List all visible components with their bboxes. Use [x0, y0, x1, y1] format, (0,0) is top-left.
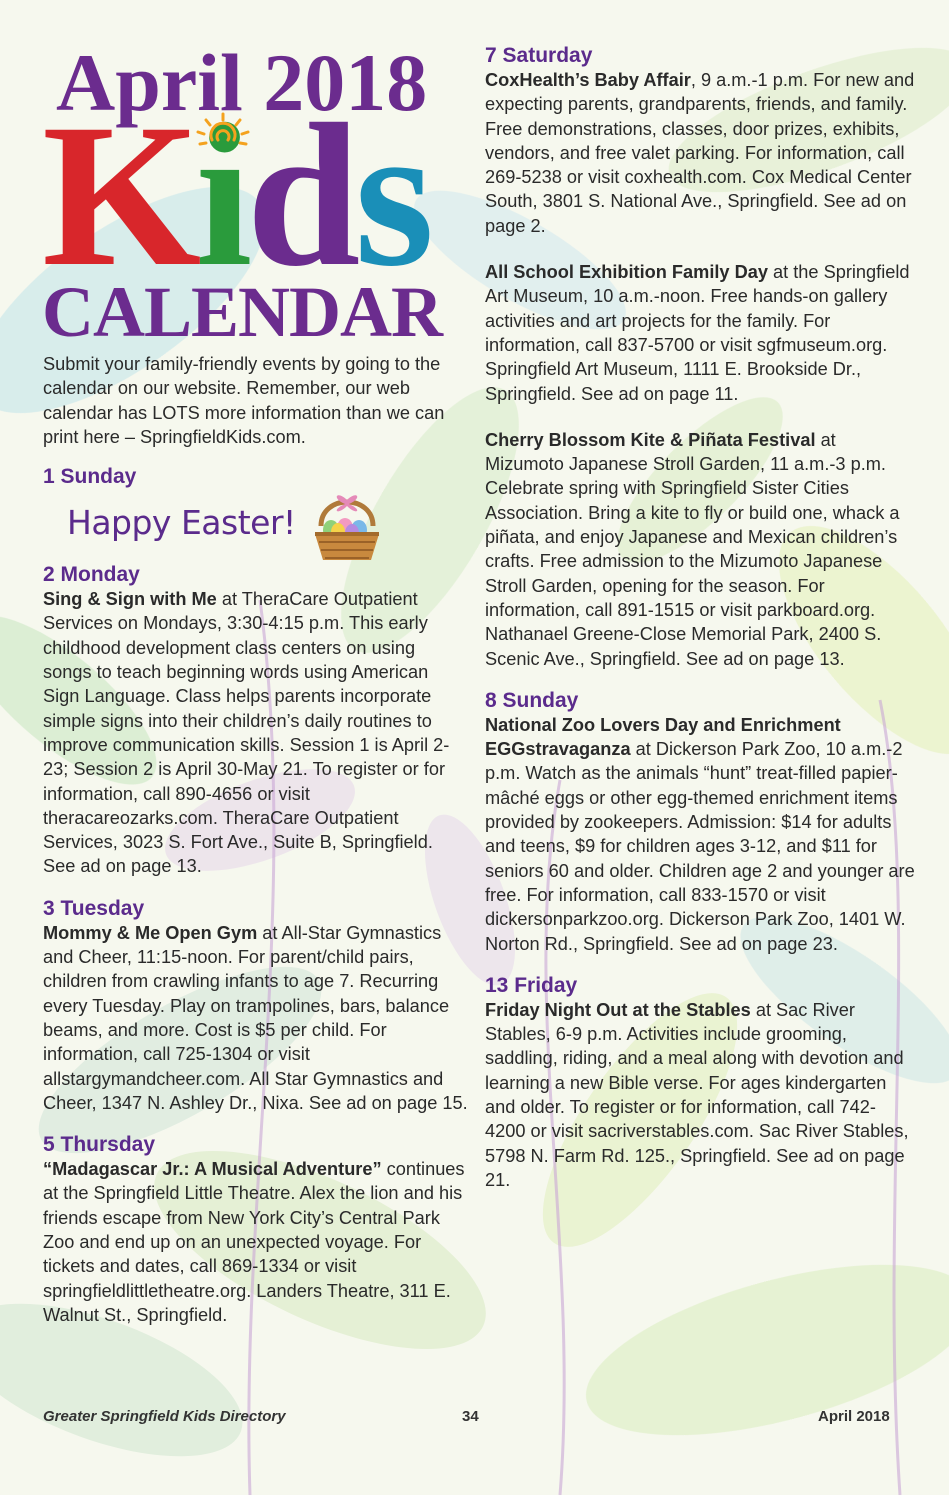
day-heading: 2 Monday	[43, 563, 140, 587]
right-column	[485, 44, 915, 1192]
event-title: National Zoo Lovers Day and Enrichment EGGstravaganza	[485, 714, 841, 760]
event-details: at TheraCare Outpatient Services on Mondays, 3:30-4:15 p.m. This early childhood development class centers on using songs to teach beginning words using American Sign Language. Class helps parents incorporate simple signs into their children’s daily routines to improve communication skills. Session 1 is April 2-23; Session 2 is April 30-May 21. To register or for information, call 890-4656 or visit theracareozarks.com. TheraCare Outpatient Services, 3023 S. Fort Ave., Suite B, Springfield. See ad on page 13.	[43, 589, 450, 877]
event-title: Mommy & Me Open Gym	[43, 922, 258, 943]
footer-issue: April 2018	[818, 1408, 890, 1425]
masthead-calendar: CALENDAR	[42, 272, 443, 352]
event-title: All School Exhibition Family Day	[485, 262, 768, 283]
easter-greeting-text: Happy Easter!	[67, 503, 296, 543]
sun-icon	[194, 110, 252, 158]
masthead	[30, 28, 460, 352]
event-title: Cherry Blossom Kite & Piñata Festival	[485, 429, 816, 450]
event-details: continues at the Springfield Little Theatre. Alex the lion and his friends escape from New York City’s Central Park Zoo and end up on an unexpected voyage. For tickets and dates, call 869-1334 or visit springfieldlittletheatre.org. Landers Theatre, 311 E. Walnut St., Springfield.	[43, 1159, 465, 1325]
event-entry	[485, 428, 915, 671]
event-details: at All-Star Gymnastics and Cheer, 11:15-noon. For parent/child pairs, children from crawling infants to age 7. Recurring every Tuesday. Play on trampolines, bars, balance beams, and more. Cost is $5 per child. For information, call 725-1304 or visit allstargymandcheer.com. All Star Gymnastics and Cheer, 1347 N. Ashley Dr., Nixa. See ad on page 15.	[43, 922, 468, 1113]
kids-letter-k: K	[42, 82, 196, 309]
event-details: at Dickerson Park Zoo, 10 a.m.-2 p.m. Watch as the animals “hunt” treat-filled papier-mâché eggs or other egg-themed enrichment items provided by zookeepers. Admission: $14 for adults and teens, $9 for children ages 3-12, and $11 for seniors 60 and older. Children age 2 and younger are free. For information, call 833-1570 or visit dickersonparkzoo.org. Dickerson Park Zoo, 1401 W. Norton Rd., Springfield. See ad on page 23.	[485, 739, 915, 954]
day-heading: 8 Sunday	[485, 688, 579, 712]
day-heading: 1 Sunday	[43, 465, 137, 489]
footer-publication	[43, 1408, 286, 1425]
easter-greeting	[43, 489, 468, 563]
footer-page-number: 34	[462, 1408, 479, 1425]
event-entry	[43, 1157, 468, 1327]
event-entry	[485, 260, 915, 406]
event-entry	[43, 587, 468, 879]
event-title: Friday Night Out at the Stables	[485, 999, 751, 1020]
event-title: CoxHealth’s Baby Affair	[485, 70, 691, 90]
intro-text: Submit your family-friendly events by going to the calendar on our website. Remember, our web calendar has LOTS more information than we can print here – SpringfieldKids.com.	[43, 354, 445, 447]
event-details: at Mizumoto Japanese Stroll Garden, 11 a.m.-3 p.m. Celebrate spring with Springfield Sister Cities Association. Bring a kite to fly or build one, whack a piñata, and enjoy Japanese and Mexican children’s crafts. Free admission to the Mizumoto Japanese Stroll Garden, opening for the season. For information, call 891-1515 or visit parkboard.org. Nathanael Greene-Close Memorial Park, 2400 S. Scenic Ave., Springfield. See ad on page 13.	[485, 429, 900, 669]
kids-letter-i: i	[195, 82, 247, 309]
event-entry	[485, 998, 915, 1192]
event-entry	[485, 713, 915, 956]
day-heading: 7 Saturday	[485, 44, 593, 67]
event-entry	[43, 921, 468, 1115]
event-details: at the Springfield Art Museum, 10 a.m.-noon. Free hands-on gallery activities and art projects for the family. For information, call 837-5700 or visit sgfmuseum.org. Springfield Art Museum, 1111 E. Brookside Dr., Springfield. See ad on page 11.	[485, 262, 910, 404]
easter-basket-icon	[307, 484, 387, 564]
event-entry	[485, 68, 915, 238]
event-details: at Sac River Stables, 6-9 p.m. Activities include grooming, saddling, riding, and a meal along with devotion and learning a new Bible verse. For ages kindergarten and older. To register or for information, call 742-4200 or visit sacriverstables.com. Sac River Stables, 5798 N. Farm Rd. 125., Springfield. See ad on page 21.	[485, 999, 909, 1190]
day-heading: 5 Thursday	[43, 1133, 156, 1157]
footer-publication-text: Greater Springfield Kids Directory	[43, 1408, 286, 1425]
left-column	[43, 352, 468, 1327]
day-heading: 3 Tuesday	[43, 896, 145, 920]
masthead-date: April 2018	[56, 37, 428, 128]
event-title: Sing & Sign with Me	[43, 589, 217, 610]
event-title: “Madagascar Jr.: A Musical Adventure”	[43, 1159, 382, 1180]
kids-letter-s: s	[354, 82, 429, 309]
event-details: , 9 a.m.-1 p.m. For new and expecting parents, grandparents, friends, and family. Free demonstrations, classes, door prizes, exhibits, vendors, and free valet parking. For information, call 269-5238 or visit coxhealth.com. Cox Medical Center South, 3801 S. National Ave., Springfield. See ad on page 2.	[485, 70, 915, 236]
day-heading: 13 Friday	[485, 973, 578, 997]
kids-letter-d: d	[246, 82, 355, 309]
